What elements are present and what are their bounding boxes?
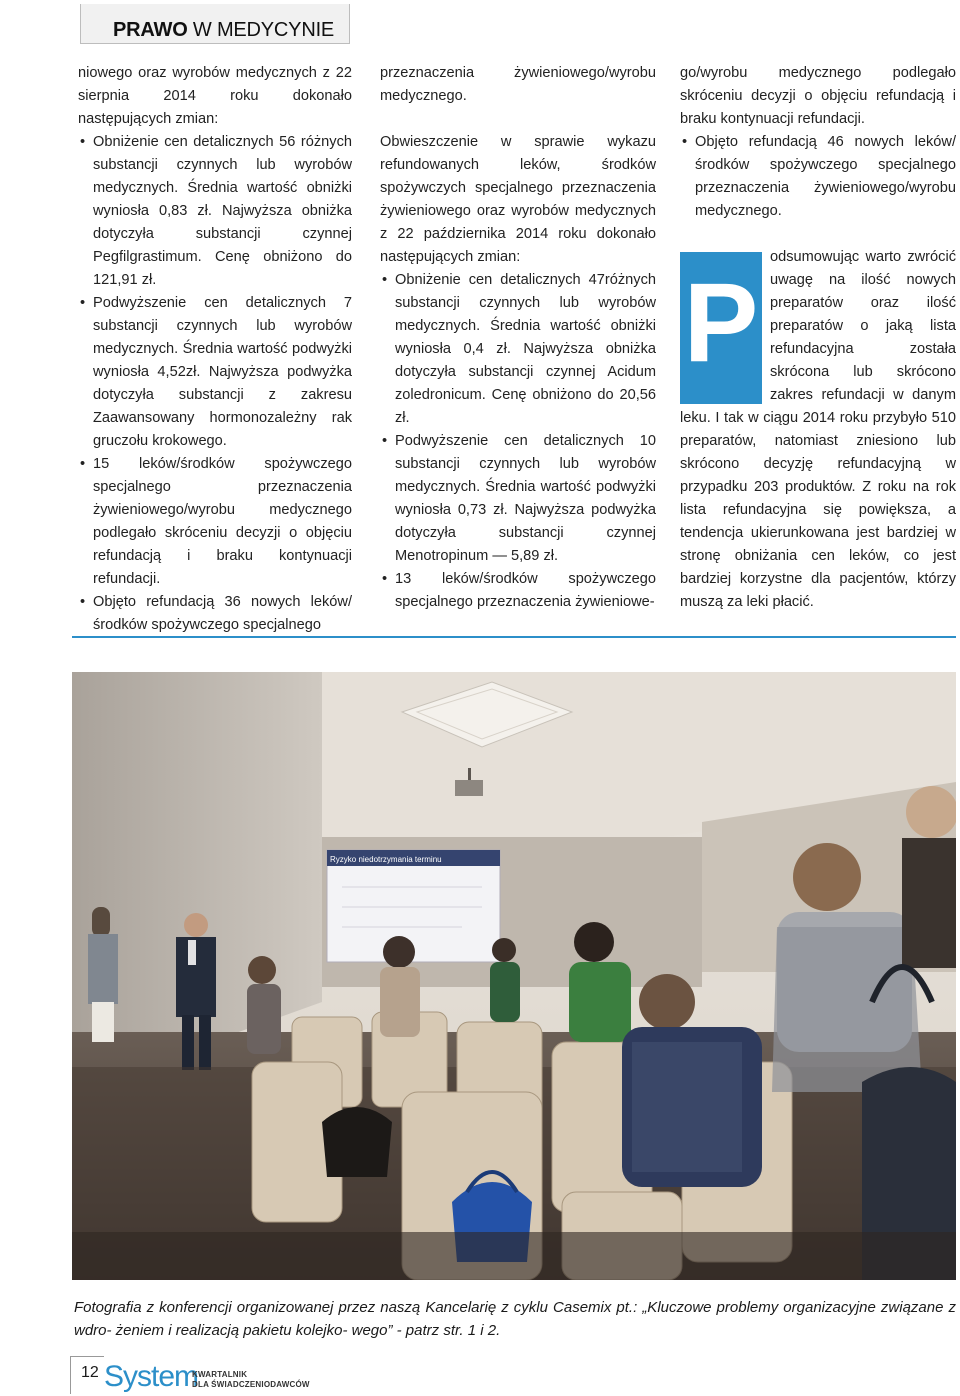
- divider-line: [72, 636, 956, 638]
- column-3: [680, 62, 956, 614]
- summary-text: odsumowując warto zwrócić uwagę na ilość nowych preparatów oraz ilość preparatów o jaką lista refundacyjna została skrócona lub skrócono zakres refundacji w danym leku. I tak w ciągu 2014 roku przybyło 510 preparatów, natomiast zniesiono lub skrócono decyzję refundacyjną w przypadku 203 produktów. Z roku na rok lista refundacyjna się powiększa, a tendencja ukierunkowana jest bardziej w stronę obniżania cen leków, co jest bardziej korzystne dla pacjentów, którzy muszą za leki płacić.: [680, 249, 956, 610]
- column-2: [380, 62, 656, 614]
- conference-photo: [72, 672, 956, 1280]
- projection-screen: [327, 850, 500, 962]
- section-title: PRAWO W MEDYCYNIE: [113, 19, 335, 41]
- list-item: • Obniżenie cen detalicznych 47różnych substancji czynnych lub wyrobów medycznych. Średnia wartość obniżki wyniosła 0,4 zł. Najwyższa obniżka dotyczyła substancji czynnej Acidum zoledronicum. Cenę obniżono do 20,56 zł.: [380, 269, 656, 430]
- magazine-logo: System: [104, 1360, 199, 1393]
- col2-intro: przeznaczenia żywieniowego/wyrobu medycznego.: [380, 65, 656, 104]
- photo-caption: Fotografia z konferencji organizowanej przez naszą Kancelarię z cyklu Casemix pt.: „Kluczowe problemy organizacyjne związane z wdro- żeniem i realizacją pakietu kolejko- wego” - patrz str. 1 i 2.: [74, 1299, 956, 1339]
- magazine-subtitle: KWARTALNIK DLA ŚWIADCZENIODAWCÓW: [192, 1370, 310, 1389]
- col1-list: [78, 131, 352, 637]
- col3-list: [680, 131, 956, 223]
- col2-paragraph: Obwieszczenie w sprawie wykazu refundowanych leków, środków spożywczych specjalnego przeznaczenia żywieniowego oraz wyrobów medycznych z 22 października 2014 roku dokonało następujących zmian:: [380, 134, 656, 265]
- list-item: • Objęto refundacją 46 nowych leków/ środków spożywczego specjalnego przeznaczenia żywieniowego/wyrobu medycznego.: [680, 131, 956, 223]
- slide-title: Ryzyko niedotrzymania terminu: [330, 855, 442, 864]
- drop-cap: P: [680, 252, 762, 404]
- section-header: [80, 4, 350, 44]
- col1-intro: niowego oraz wyrobów medycznych z 22 sierpnia 2014 roku dokonało następujących zmian:: [78, 65, 352, 127]
- list-item: • Obniżenie cen detalicznych 56 różnych substancji czynnych lub wyrobów medycznych. Średnia wartość obniżki wyniosła 0,83 zł. Najwyższa obniżka dotyczyła substancji czynnej Pegfilgrastimum. Cenę obniżono do 121,91 zł.: [78, 131, 352, 292]
- list-item: • 13 leków/środków spożywczego specjalnego przeznaczenia żywieniowe-: [380, 568, 656, 614]
- col3-intro: go/wyrobu medycznego podlegało skróceniu decyzji o objęciu refundacją i braku kontynuacji refundacji.: [680, 65, 956, 127]
- list-item: • Podwyższenie cen detalicznych 10 substancji czynnych lub wyrobów medycznych. Średnia wartość podwyżki wyniosła 0,73 zł. Najwyższa podwyżka dotyczyła substancji czynnej Menotropinum — 5,89 zł.: [380, 430, 656, 568]
- column-1: [78, 62, 352, 637]
- list-item: • Podwyższenie cen detalicznych 7 substancji czynnych lub wyrobów medycznych. Średnia wartość podwyżki wyniosła 4,52zł. Najwyższa podwyżka dotyczyła substancji z zakresu Zaawansowany hormonozależny rak gruczołu krokowego.: [78, 292, 352, 453]
- page-number: 12: [70, 1356, 104, 1394]
- summary-paragraph: [680, 246, 956, 614]
- list-item: • Objęto refundacją 36 nowych leków/ środków spożywczego specjalnego: [78, 591, 352, 637]
- list-item: • 15 leków/środków spożywczego specjalnego przeznaczenia żywieniowego/wyrobu medycznego podlegało skróceniu decyzji o objęciu refundacją i braku kontynuacji refundacji.: [78, 453, 352, 591]
- col2-list: [380, 269, 656, 614]
